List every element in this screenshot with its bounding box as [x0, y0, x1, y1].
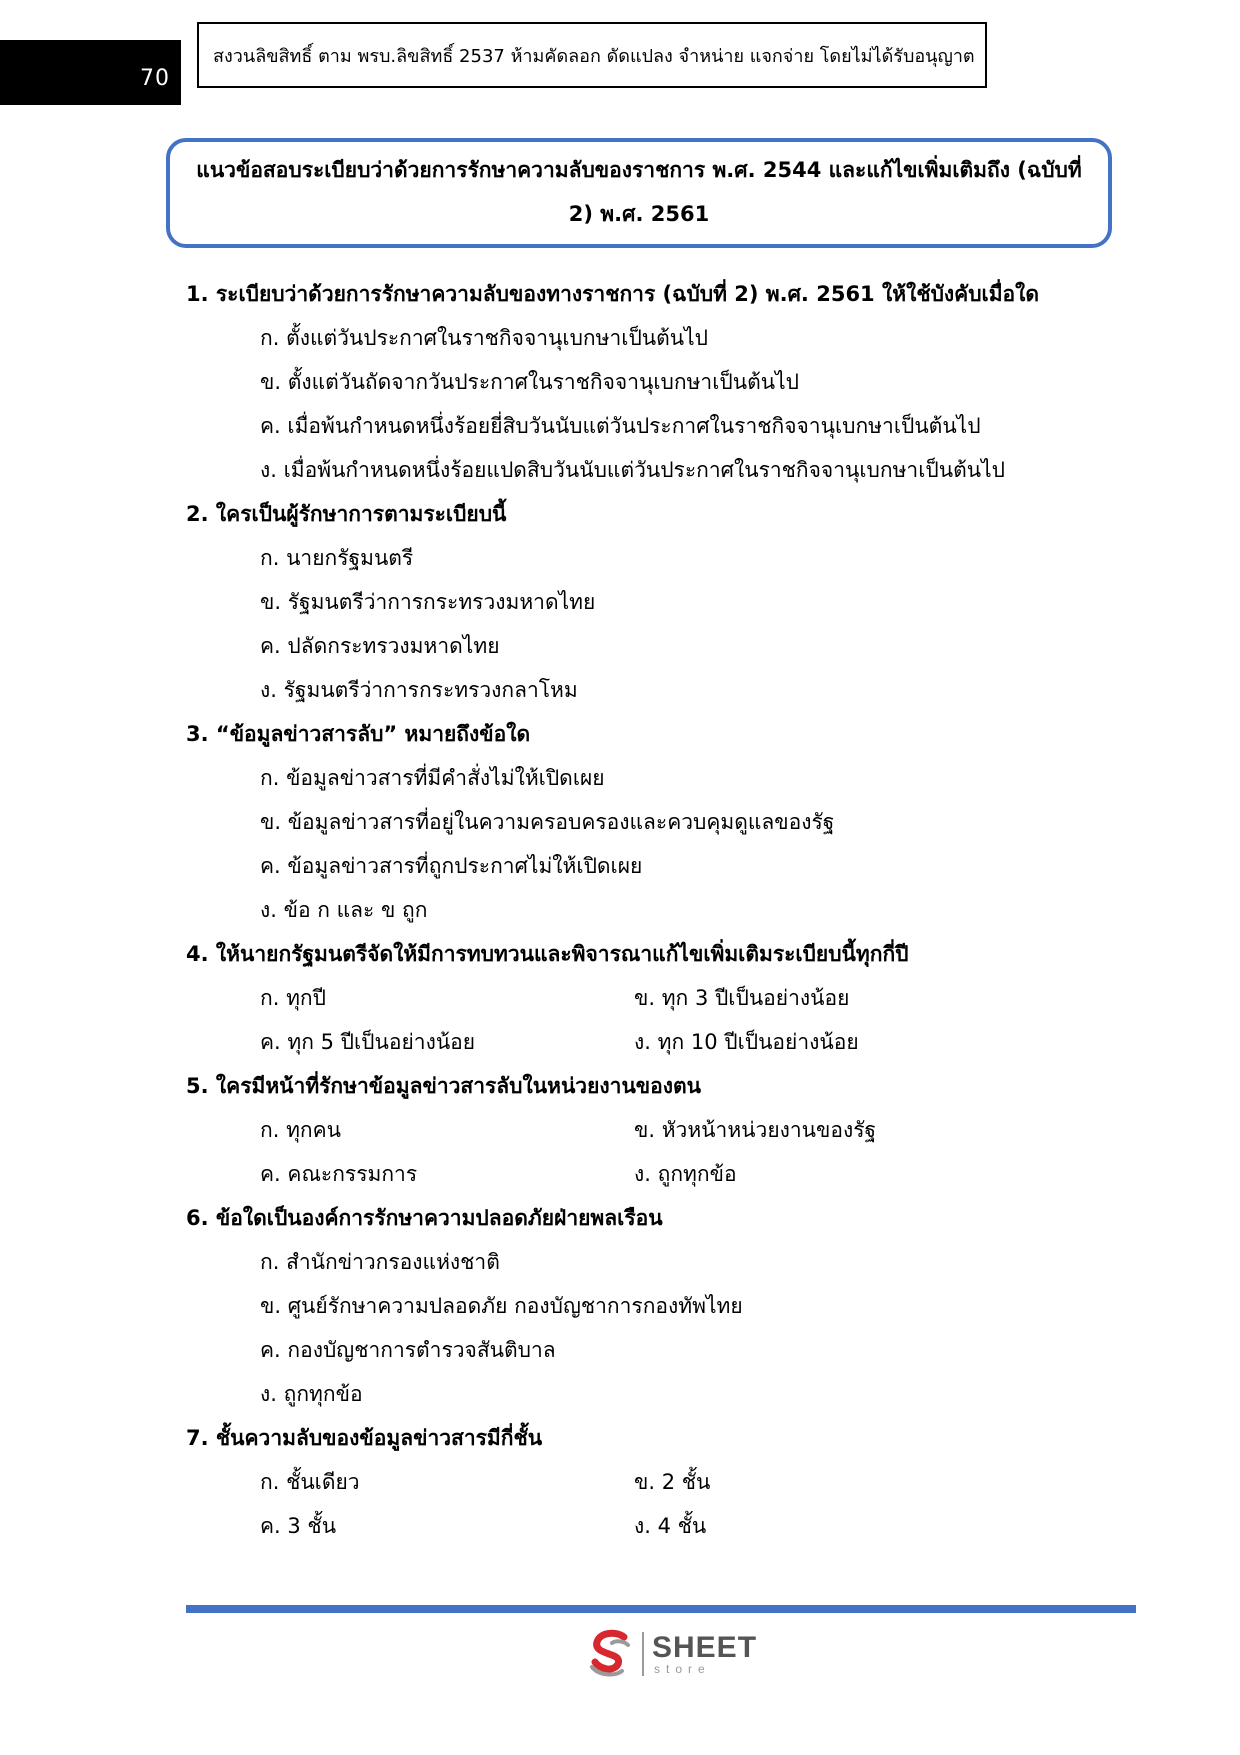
choice-d: ง. รัฐมนตรีว่าการกระทรวงกลาโหม [260, 678, 578, 702]
footer-divider [186, 1605, 1136, 1613]
question-list [186, 272, 1146, 1548]
choice-c: ค. เมื่อพ้นกำหนดหนึ่งร้อยยี่สิบวันนับแต่วันประกาศในราชกิจจานุเบกษาเป็นต้นไป [260, 414, 981, 438]
choice-b: ข. ศูนย์รักษาความปลอดภัย กองบัญชาการกองทัพไทย [260, 1294, 743, 1318]
choice-b: ข. ตั้งแต่วันถัดจากวันประกาศในราชกิจจานุเบกษาเป็นต้นไป [260, 370, 799, 394]
choice-list [186, 1108, 1146, 1196]
choice-c: ค. 3 ชั้น [260, 1514, 337, 1538]
choice-d: ง. ถูกทุกข้อ [634, 1162, 737, 1186]
choice-list [186, 976, 1146, 1064]
logo-divider [642, 1632, 644, 1676]
choice-a: ก. นายกรัฐมนตรี [260, 546, 414, 570]
choice-a: ก. สำนักข่าวกรองแห่งชาติ [260, 1250, 500, 1274]
choice-c: ค. กองบัญชาการตำรวจสันติบาล [260, 1338, 556, 1362]
choice-c: ค. ปลัดกระทรวงมหาดไทย [260, 634, 500, 658]
choice-a: ก. ตั้งแต่วันประกาศในราชกิจจานุเบกษาเป็นต้นไป [260, 326, 709, 350]
choice-d: ง. ถูกทุกข้อ [260, 1382, 363, 1406]
choice-d: ง. 4 ชั้น [634, 1514, 707, 1538]
sheet-store-logo-icon [588, 1629, 634, 1679]
choice-d: ง. ทุก 10 ปีเป็นอย่างน้อย [634, 1030, 859, 1054]
question-text: 3. “ข้อมูลข่าวสารลับ” หมายถึงข้อใด [186, 722, 531, 746]
choice-b: ข. 2 ชั้น [634, 1470, 711, 1494]
choice-c: ค. ทุก 5 ปีเป็นอย่างน้อย [260, 1030, 476, 1054]
question-text: 5. ใครมีหน้าที่รักษาข้อมูลข่าวสารลับในหน่วยงานของตน [186, 1074, 702, 1098]
logo-wordmark [652, 1633, 757, 1675]
choice-a: ก. ชั้นเดียว [260, 1470, 360, 1494]
question-5 [186, 1064, 1146, 1196]
choice-list [186, 1460, 1146, 1548]
choice-c: ค. คณะกรรมการ [260, 1162, 418, 1186]
copyright-notice [197, 22, 987, 88]
copyright-text: สงวนลิขสิทธิ์ ตาม พรบ.ลิขสิทธิ์ 2537 ห้ามคัดลอก ดัดแปลง จำหน่าย แจกจ่าย โดยไม่ได้รับอนุญาต [213, 45, 975, 67]
question-1 [186, 272, 1146, 492]
page-number: 70 [0, 40, 181, 105]
choice-b: ข. หัวหน้าหน่วยงานของรัฐ [634, 1118, 877, 1142]
question-text: 7. ชั้นความลับของข้อมูลข่าวสารมีกี่ชั้น [186, 1426, 543, 1450]
choice-b: ข. ข้อมูลข่าวสารที่อยู่ในความครอบครองและควบคุมดูแลของรัฐ [260, 810, 835, 834]
choice-a: ก. ข้อมูลข่าวสารที่มีคำสั่งไม่ให้เปิดเผย [260, 766, 605, 790]
question-text: 4. ให้นายกรัฐมนตรีจัดให้มีการทบทวนและพิจารณาแก้ไขเพิ่มเติมระเบียบนี้ทุกกี่ปี [186, 942, 909, 966]
choice-list [186, 316, 1146, 492]
choice-d: ง. ข้อ ก และ ข ถูก [260, 898, 428, 922]
question-text: 6. ข้อใดเป็นองค์การรักษาความปลอดภัยฝ่ายพลเรือน [186, 1206, 663, 1230]
section-title-line-1: แนวข้อสอบระเบียบว่าด้วยการรักษาความลับของราชการ พ.ศ. 2544 และแก้ไขเพิ่มเติมถึง (ฉบับที่ [196, 158, 1082, 182]
logo-word-sheet: SHEET [652, 1631, 758, 1664]
choice-list [186, 1240, 1146, 1416]
choice-list [186, 756, 1146, 932]
question-3 [186, 712, 1146, 932]
question-text: 2. ใครเป็นผู้รักษาการตามระเบียบนี้ [186, 502, 507, 526]
sheet-store-logo [588, 1626, 757, 1682]
choice-c: ค. ข้อมูลข่าวสารที่ถูกประกาศไม่ให้เปิดเผย [260, 854, 643, 878]
section-title-line-2: 2) พ.ศ. 2561 [568, 202, 710, 226]
logo-word-store: store [654, 1662, 711, 1676]
choice-a: ก. ทุกปี [260, 986, 326, 1010]
choice-b: ข. รัฐมนตรีว่าการกระทรวงมหาดไทย [260, 590, 596, 614]
question-2 [186, 492, 1146, 712]
question-text: 1. ระเบียบว่าด้วยการรักษาความลับของทางราชการ (ฉบับที่ 2) พ.ศ. 2561 ให้ใช้บังคับเมื่อใด [186, 282, 1040, 306]
question-4 [186, 932, 1146, 1064]
question-7 [186, 1416, 1146, 1548]
section-title-box [166, 138, 1112, 248]
choice-b: ข. ทุก 3 ปีเป็นอย่างน้อย [634, 986, 850, 1010]
choice-a: ก. ทุกคน [260, 1118, 342, 1142]
choice-list [186, 536, 1146, 712]
question-6 [186, 1196, 1146, 1416]
choice-d: ง. เมื่อพ้นกำหนดหนึ่งร้อยแปดสิบวันนับแต่วันประกาศในราชกิจจานุเบกษาเป็นต้นไป [260, 458, 1005, 482]
